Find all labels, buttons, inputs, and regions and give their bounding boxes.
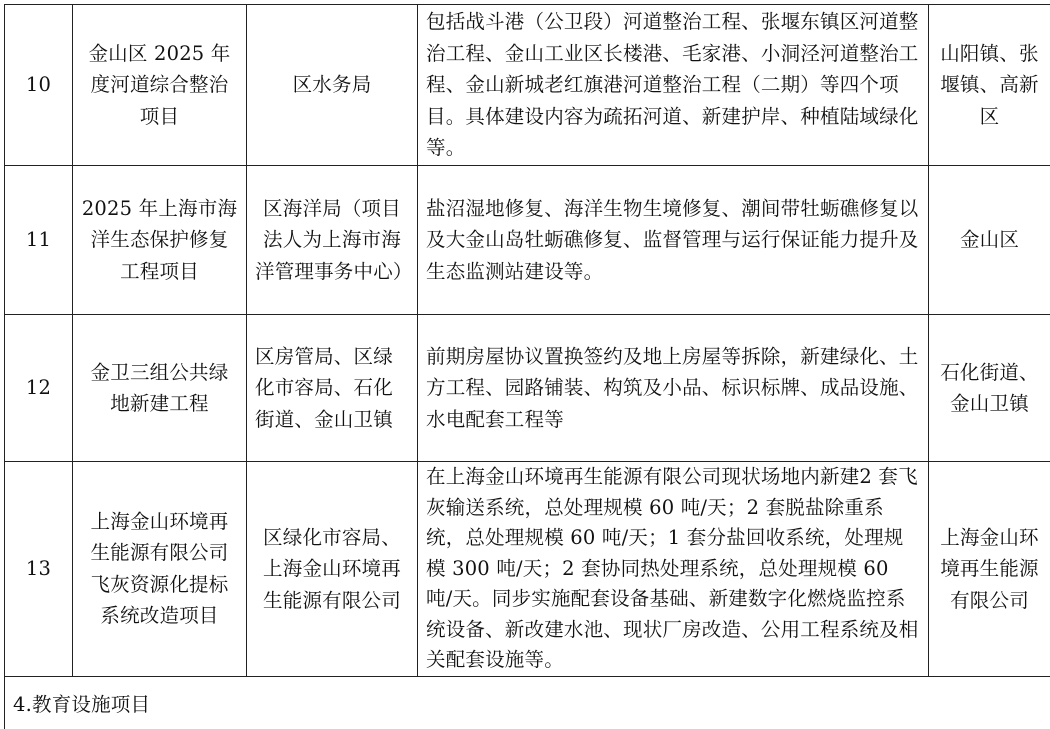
project-location: 上海金山环境再生能源有限公司 bbox=[929, 462, 1050, 677]
project-location: 山阳镇、张堰镇、高新区 bbox=[929, 5, 1050, 166]
project-name: 金卫三组公共绿地新建工程 bbox=[73, 315, 247, 462]
responsible-unit: 区水务局 bbox=[247, 5, 418, 166]
row-number: 13 bbox=[5, 462, 73, 677]
table-row bbox=[5, 462, 1050, 677]
project-location: 石化街道、金山卫镇 bbox=[929, 315, 1050, 462]
table-row bbox=[5, 315, 1050, 462]
responsible-unit: 区海洋局（项目法人为上海市海洋管理事务中心） bbox=[247, 166, 418, 315]
project-content: 前期房屋协议置换签约及地上房屋等拆除，新建绿化、土方工程、园路铺装、构筑及小品、标识标牌、成品设施、水电配套工程等 bbox=[418, 315, 929, 462]
project-name: 上海金山环境再生能源有限公司飞灰资源化提标系统改造项目 bbox=[73, 462, 247, 677]
project-content: 盐沼湿地修复、海洋生物生境修复、潮间带牡蛎礁修复以及大金山岛牡蛎礁修复、监督管理与运行保证能力提升及生态监测站建设等。 bbox=[418, 166, 929, 315]
section-row bbox=[5, 676, 1050, 729]
project-content: 在上海金山环境再生能源有限公司现状场地内新建2 套飞灰输送系统，总处理规模 60 吨/天；2 套脱盐除重系统，总处理规模 60 吨/天；1 套分盐回收系统，处理规模 300 吨/天；2 套协同热处理系统，总处理规模 60 吨/天。同步实施配套设备基础、新建数字化燃烧监控系统设备、新改建水池、现状厂房改造、公用工程系统及相关配套设施等。 bbox=[418, 462, 929, 677]
responsible-unit: 区绿化市容局、上海金山环境再生能源有限公司 bbox=[247, 462, 418, 677]
responsible-unit: 区房管局、区绿化市容局、石化街道、金山卫镇 bbox=[247, 315, 418, 462]
project-content: 包括战斗港（公卫段）河道整治工程、张堰东镇区河道整治工程、金山工业区长楼港、毛家港、小洞泾河道整治工程、金山新城老红旗港河道整治工程（二期）等四个项目。具体建设内容为疏拓河道、新建护岸、种植陆域绿化等。 bbox=[418, 5, 929, 166]
project-location: 金山区 bbox=[929, 166, 1050, 315]
row-number: 12 bbox=[5, 315, 73, 462]
table-row bbox=[5, 166, 1050, 315]
table-row bbox=[5, 5, 1050, 166]
project-name: 金山区 2025 年度河道综合整治项目 bbox=[73, 5, 247, 166]
project-table bbox=[4, 4, 1050, 729]
section-heading: 4.教育设施项目 bbox=[5, 676, 1050, 729]
project-name: 2025 年上海市海洋生态保护修复工程项目 bbox=[73, 166, 247, 315]
row-number: 11 bbox=[5, 166, 73, 315]
row-number: 10 bbox=[5, 5, 73, 166]
